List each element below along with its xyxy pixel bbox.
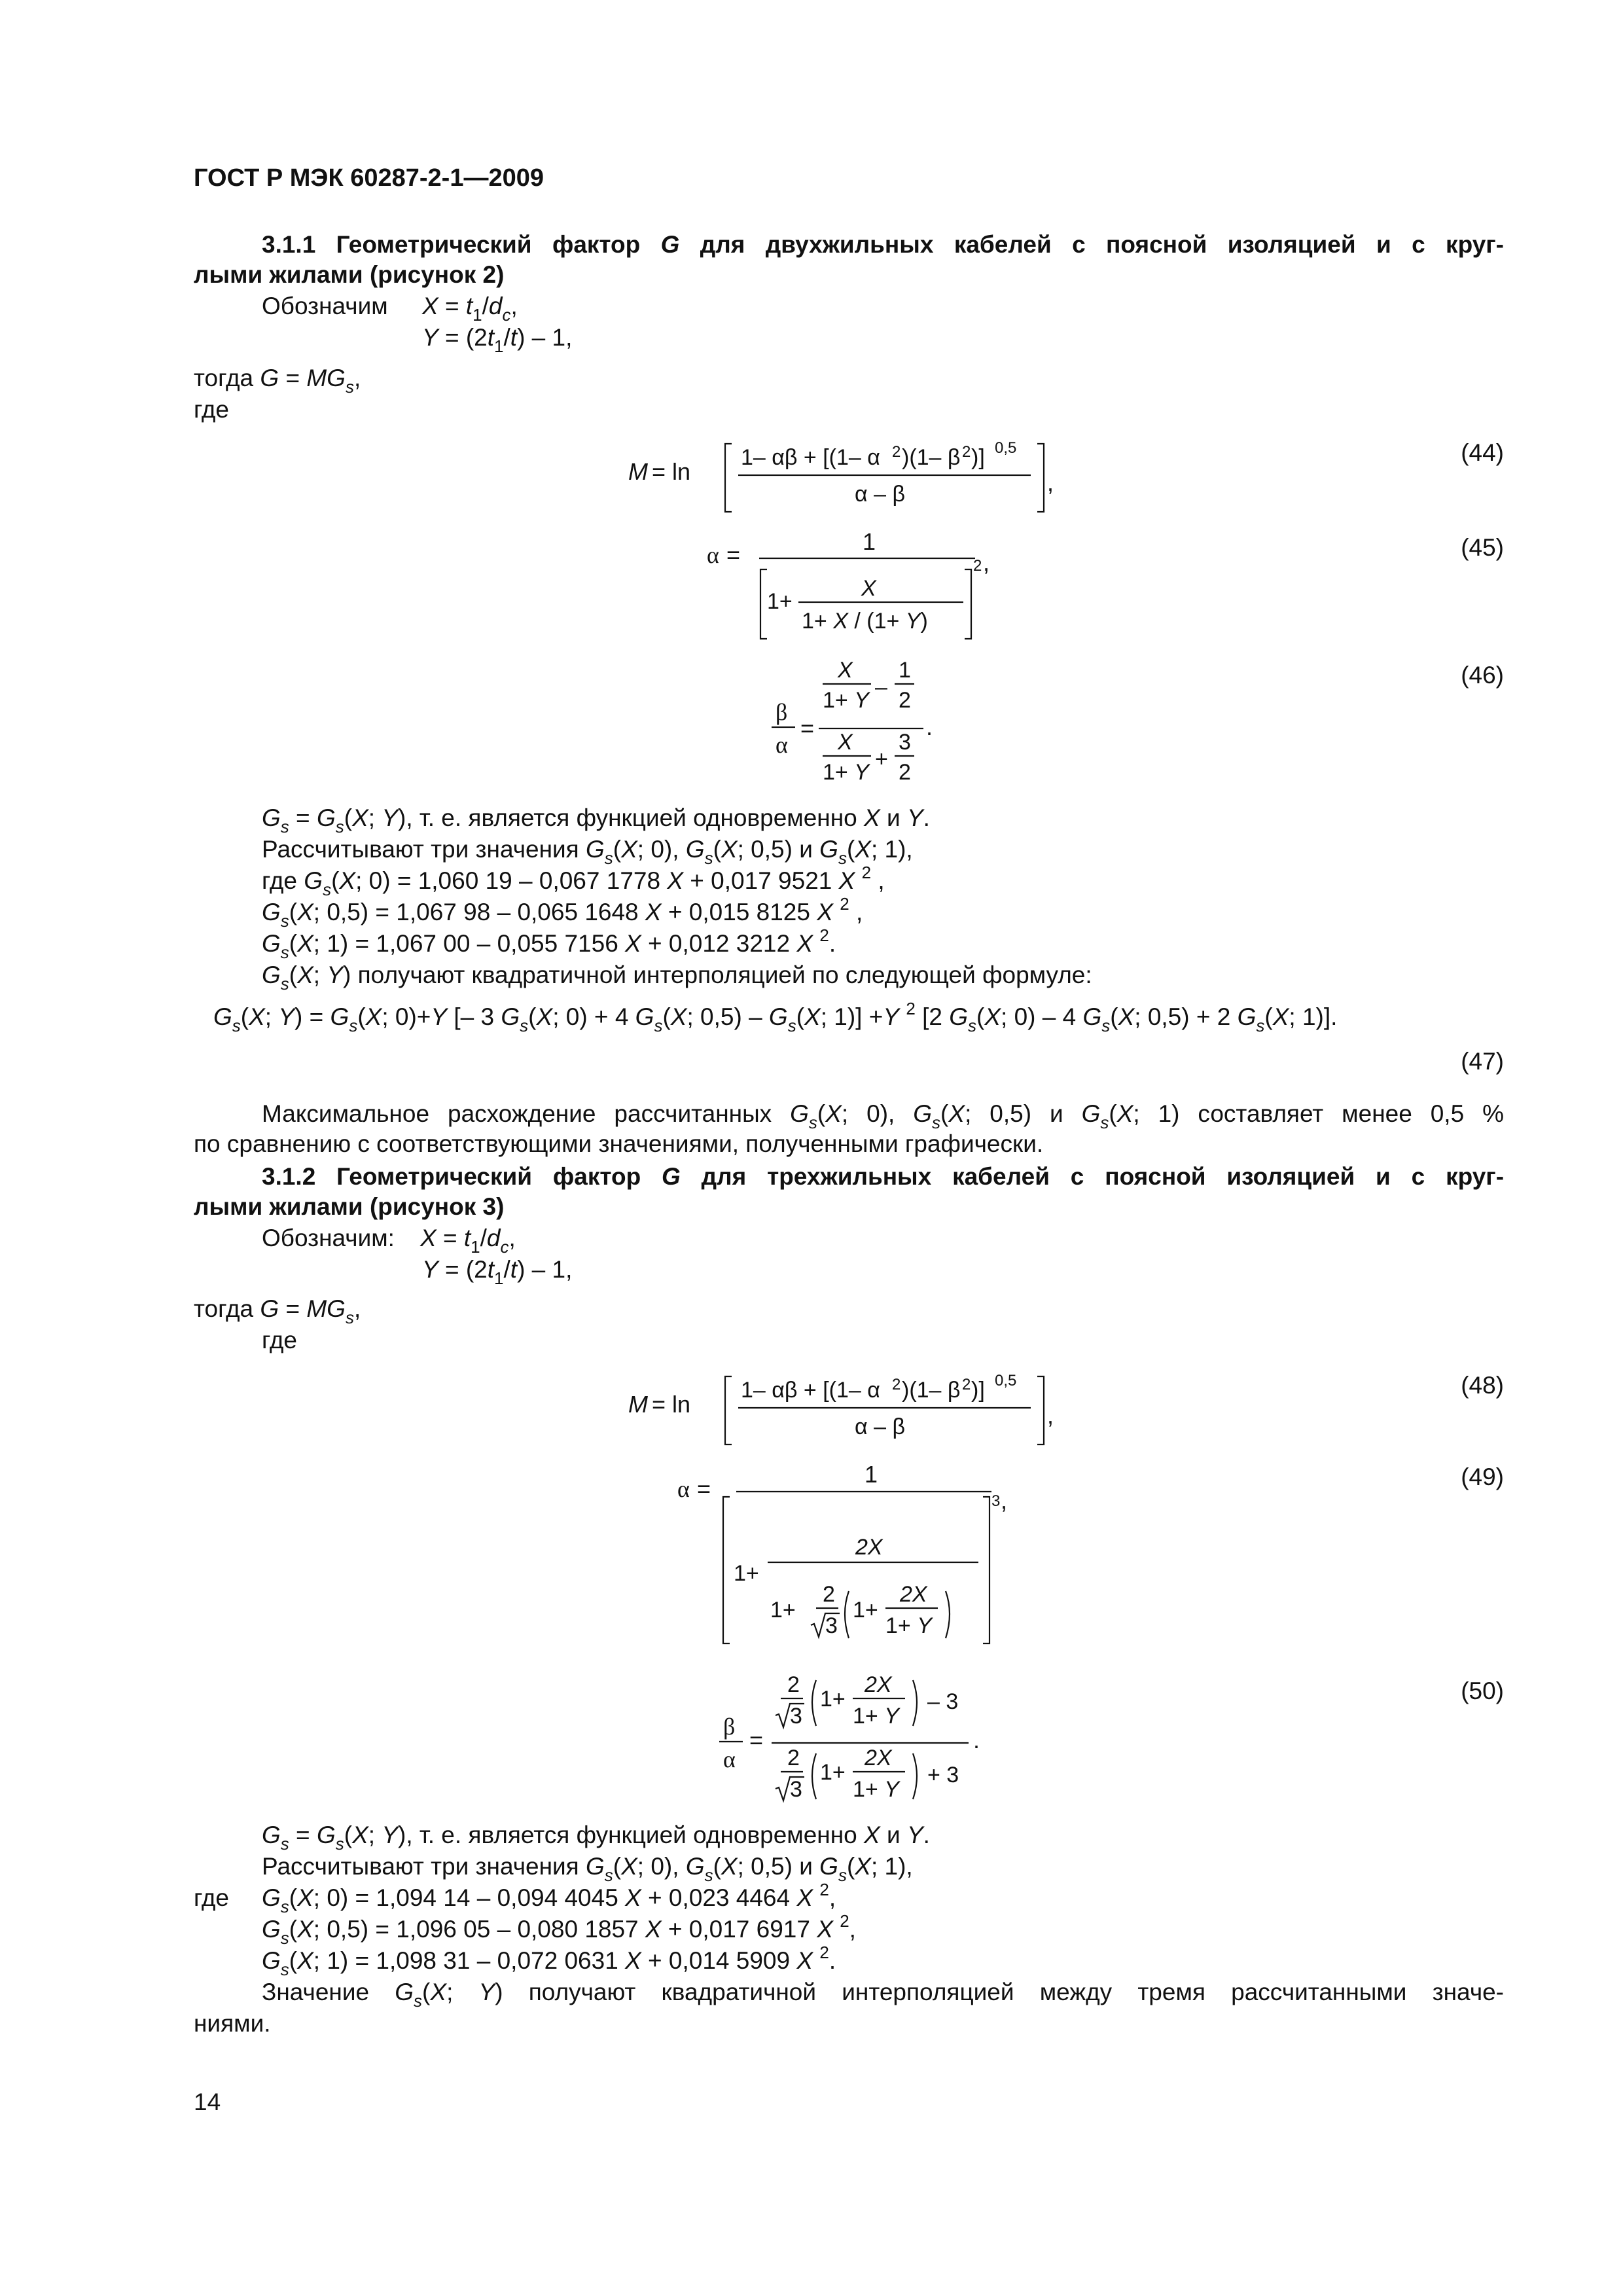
section-heading-2-cont: лыми жилами (рисунок 3) [194, 1193, 505, 1220]
svg-text:2: 2 [892, 443, 901, 461]
x-definition: $X = t_1/d_c$, [422, 293, 518, 325]
gs-function-statement: $G_s = G_s(X$; Y), т. е. является функцией одновременно X и Y. [262, 804, 930, 836]
svg-text:α – β: α – β [855, 1414, 906, 1439]
svg-text:=: = [749, 1727, 764, 1753]
eq-number-48: (48) [1461, 1372, 1504, 1399]
page-number: 14 [194, 2089, 221, 2115]
svg-text:2X: 2X [855, 1535, 883, 1560]
where-label-2: где [262, 1327, 298, 1354]
svg-text:+: + [875, 747, 888, 772]
svg-text:α – β: α – β [855, 482, 906, 507]
formula-49 [677, 1456, 1044, 1653]
svg-text:=: = [697, 1475, 711, 1502]
y-definition: $Y = (2t_1/t) - 1$, [422, 324, 573, 356]
gs-x1-formula-2: $G_s(X$; 1) = 1,098 31 – 0,072 0631 X + 0,014 5909 X $^2$. [262, 1943, 836, 1979]
gs-x0-formula-2: $G_s(X$; 0) = 1,094 14 – 0,094 4045 X + 0,023 4464 X $^2$, [262, 1880, 836, 1916]
formula-48 [628, 1358, 1086, 1456]
svg-text:1+: 1+ [734, 1561, 759, 1586]
section-heading-cont: лыми жилами (рисунок 2) [194, 261, 505, 288]
max-deviation-text-cont: по сравнению с соответствующими значениями, полученными графически. [194, 1130, 1044, 1157]
calc-three-values: Рассчитывают три значения $G_s(X$; 0), $G_s(X$; 0,5) и $G_s(X$; 1), [262, 836, 913, 868]
svg-text:1: 1 [899, 658, 911, 683]
svg-text:1+ X / (1+ Y): 1+ X / (1+ Y) [802, 609, 928, 634]
section-heading-2: 3.1.2 Геометрический фактор G для трехжильных кабелей с поясной изоляцией и с круг- [262, 1163, 1505, 1190]
svg-text:β: β [776, 699, 788, 725]
svg-text:1+ Y: 1+ Y [853, 1777, 899, 1802]
svg-text:1+: 1+ [770, 1598, 796, 1623]
formula-45 [707, 524, 1047, 648]
svg-text:2: 2 [973, 557, 982, 575]
svg-text:1+: 1+ [767, 589, 793, 614]
formula-44 [628, 425, 1086, 524]
svg-text:2X: 2X [900, 1582, 927, 1607]
denote-label: Обозначим [262, 293, 388, 319]
y-definition-2: $Y = (2t_1/t) - 1$, [422, 1256, 573, 1288]
svg-text:3: 3 [790, 1704, 802, 1729]
where-label: где [194, 396, 230, 423]
section-heading: 3.1.1 Геометрический фактор G для двухжильных кабелей с поясной изоляцией и с круг- [262, 231, 1504, 258]
svg-text:1+: 1+ [820, 1687, 846, 1712]
svg-text:1+ Y: 1+ Y [853, 1704, 899, 1729]
svg-text:,: , [1001, 1487, 1008, 1514]
x-definition-2: $X = t_1/d_c$, [420, 1225, 516, 1257]
svg-text:X: X [838, 658, 853, 683]
svg-text:,: , [1047, 1402, 1054, 1429]
svg-text:3: 3 [991, 1492, 1001, 1510]
eq-number-46: (46) [1461, 662, 1504, 689]
svg-text:3: 3 [790, 1777, 802, 1802]
svg-text:2: 2 [787, 1746, 800, 1770]
eq-number-49: (49) [1461, 1463, 1504, 1490]
svg-text:=: = [726, 541, 741, 568]
svg-text:2: 2 [823, 1582, 835, 1607]
document-header: ГОСТ Р МЭК 60287-2-1—2009 [194, 164, 544, 192]
svg-text:M: M [628, 458, 648, 485]
svg-text:2: 2 [899, 688, 911, 713]
eq-number-50: (50) [1461, 1677, 1504, 1704]
svg-text:2X: 2X [865, 1672, 892, 1697]
svg-text:–: – [875, 675, 887, 700]
eq-number-47: (47) [1461, 1048, 1504, 1075]
svg-text:2: 2 [787, 1672, 800, 1697]
denote-label-2: Обозначим: [262, 1225, 395, 1251]
svg-text:1: 1 [863, 528, 876, 555]
svg-text:=: = [800, 715, 815, 742]
then-statement-2: тогда $G = MG_s$, [194, 1295, 361, 1327]
gs-function-statement-2: $G_s = G_s(X$; Y), т. е. является функцией одновременно X и Y. [262, 1821, 930, 1854]
svg-text:1+ Y: 1+ Y [823, 688, 869, 713]
svg-text:X: X [861, 576, 876, 601]
svg-text:= ln: = ln [652, 1391, 691, 1418]
svg-text:0,5: 0,5 [995, 1372, 1017, 1390]
svg-text:.: . [973, 1727, 980, 1753]
value-statement-cont: ниями. [194, 2010, 271, 2037]
gs-x05-formula-2: $G_s(X$; 0,5) = 1,096 05 – 0,080 1857 X + 0,017 6917 X $^2$, [262, 1911, 856, 1948]
eq-number-44: (44) [1461, 439, 1504, 466]
gs-x05-formula: $G_s(X$; 0,5) = 1,067 98 – 0,065 1648 X + 0,015 8125 X $^2$ , [262, 894, 863, 931]
svg-text:1– αβ + [(1– α: 1– αβ + [(1– α [741, 445, 880, 470]
svg-text:,: , [983, 549, 990, 576]
where-label-3: где [194, 1884, 230, 1911]
svg-text:α: α [776, 732, 788, 758]
svg-text:α: α [723, 1746, 736, 1772]
formula-50 [717, 1666, 1005, 1816]
svg-text:1+ Y: 1+ Y [885, 1613, 932, 1638]
svg-text:)]: )] [971, 1378, 985, 1403]
svg-text:)(1– β: )(1– β [902, 1378, 961, 1403]
svg-text:+ 3: + 3 [927, 1763, 959, 1787]
svg-text:3: 3 [825, 1613, 838, 1638]
svg-text:3: 3 [899, 730, 911, 755]
calc-three-values-2: Рассчитывают три значения $G_s(X$; 0), $G_s(X$; 0,5) и $G_s(X$; 1), [262, 1853, 913, 1885]
svg-text:2: 2 [962, 1376, 971, 1393]
svg-text:= ln: = ln [652, 458, 691, 485]
svg-text:,: , [1047, 469, 1054, 496]
max-deviation-text: Максимальное расхождение рассчитанных $G_s(X$; 0), $G_s(X$; 0,5) и $G_s(X$; 1) составляет менее 0,5 % [262, 1100, 1504, 1132]
svg-text:α: α [707, 542, 719, 568]
svg-text:β: β [723, 1713, 736, 1740]
svg-text:)(1– β: )(1– β [902, 445, 961, 470]
svg-text:1– αβ + [(1– α: 1– αβ + [(1– α [741, 1378, 880, 1403]
svg-text:.: . [926, 713, 933, 740]
svg-text:– 3: – 3 [927, 1689, 959, 1714]
svg-text:X: X [838, 730, 853, 755]
value-statement: Значение $G_s(X$; Y) получают квадратичной интерполяцией между тремя рассчитанными значе- [262, 1979, 1504, 2011]
svg-text:0,5: 0,5 [995, 439, 1017, 457]
svg-text:α: α [677, 1476, 690, 1502]
formula-47: $G_s(X$; $Y) = G_s(X$; 0)+Y [– 3 $G_s(X$; 0) + 4 $G_s(X$; $0,5) - G_s(X$; 1)] +Y $^2$ [2 $G_s(X$; 0) – 4 $G_s(X$; 0,5) + 2 $G_s(X$; 1)]. [213, 999, 1338, 1035]
svg-text:M: M [628, 1391, 648, 1418]
formula-46 [762, 651, 959, 795]
svg-text:2: 2 [962, 443, 971, 461]
svg-text:1+: 1+ [820, 1760, 846, 1785]
svg-text:2X: 2X [865, 1746, 892, 1770]
eq-number-45: (45) [1461, 534, 1504, 561]
svg-text:)]: )] [971, 445, 985, 470]
gs-x0-formula: где $G_s(X$; 0) = 1,060 19 – 0,067 1778 X + 0,017 9521 X $^2$ , [262, 863, 885, 899]
gs-x1-formula: $G_s(X$; 1) = 1,067 00 – 0,055 7156 X + 0,012 3212 X $^2$. [262, 925, 836, 962]
svg-text:2: 2 [899, 760, 911, 785]
svg-text:1+ Y: 1+ Y [823, 760, 869, 785]
svg-text:1+: 1+ [853, 1598, 878, 1623]
svg-text:2: 2 [892, 1376, 901, 1393]
svg-text:1: 1 [865, 1461, 878, 1488]
interpolation-statement: $G_s(X$; Y) получают квадратичной интерполяцией по следующей формуле: [262, 961, 1092, 994]
then-statement: тогда $G = MG_s$, [194, 365, 361, 397]
